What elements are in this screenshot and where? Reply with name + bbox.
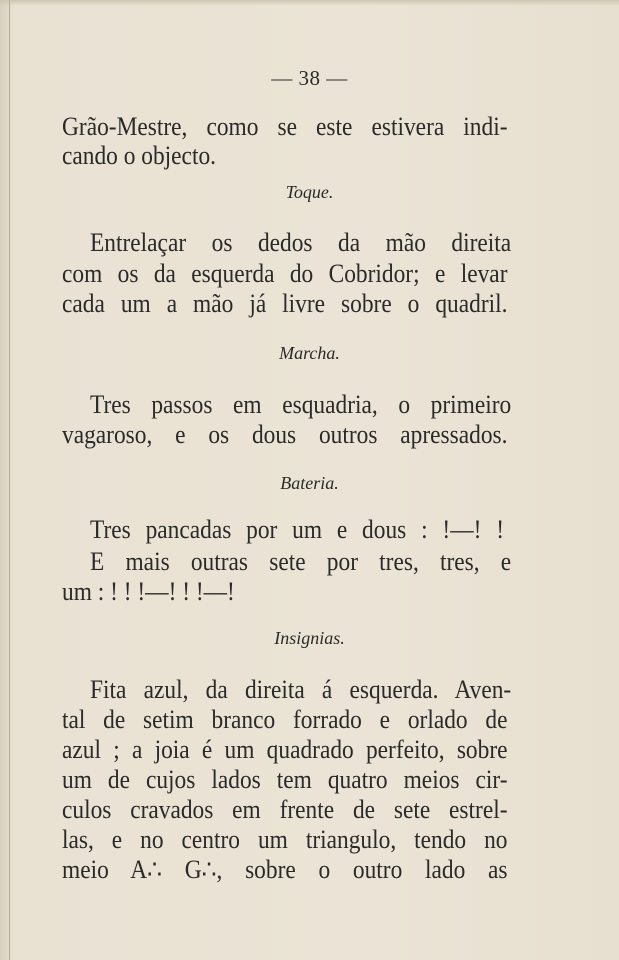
paragraph-5-line-4: um de cujos lados tem quatro meios cir- xyxy=(62,765,508,794)
paragraph-5-line-5: culos cravados em frente de sete estrel- xyxy=(62,795,508,824)
paragraph-1-line-1: Grão-Mestre, como se este estivera indi- xyxy=(62,112,508,141)
paragraph-5-line-3: azul ; a joia é um quadrado perfeito, sobre xyxy=(62,735,508,764)
page-number: — 38 — xyxy=(271,66,348,90)
heading-toque: Toque. xyxy=(285,182,334,202)
paragraph-2-line-2: com os da esquerda do Cobridor; e levar xyxy=(62,259,508,288)
paragraph-1-line-2: cando o objecto. xyxy=(62,141,216,170)
paragraph-4-line-2: E mais outras sete por tres, tres, e xyxy=(90,547,512,576)
paragraph-2-line-3: cada um a mão já livre sobre o quadril. xyxy=(62,289,508,318)
paragraph-3-line-1: Tres passos em esquadria, o primeiro xyxy=(90,390,512,419)
paragraph-5-line-7: meio A∴ G∴, sobre o outro lado as xyxy=(62,855,508,884)
paragraph-4-line-3: um : ! ! !—! ! !—! xyxy=(62,577,235,606)
heading-insignias: Insignias. xyxy=(274,628,345,648)
page-top-shadow xyxy=(0,0,619,6)
paragraph-5-line-6: las, e no centro um triangulo, tendo no xyxy=(62,825,508,854)
paragraph-2-line-1: Entrelaçar os dedos da mão direita xyxy=(90,228,512,257)
paragraph-5-line-2: tal de setim branco forrado e orlado de xyxy=(62,705,508,734)
paragraph-3-line-2: vagaroso, e os dous outros apressados. xyxy=(62,420,508,449)
heading-marcha: Marcha. xyxy=(279,343,340,363)
paragraph-5-line-1: Fita azul, da direita á esquerda. Aven- xyxy=(90,675,512,704)
paragraph-4-line-1: Tres pancadas por um e dous : !—! ! xyxy=(90,515,504,544)
heading-bateria: Bateria. xyxy=(280,473,339,493)
